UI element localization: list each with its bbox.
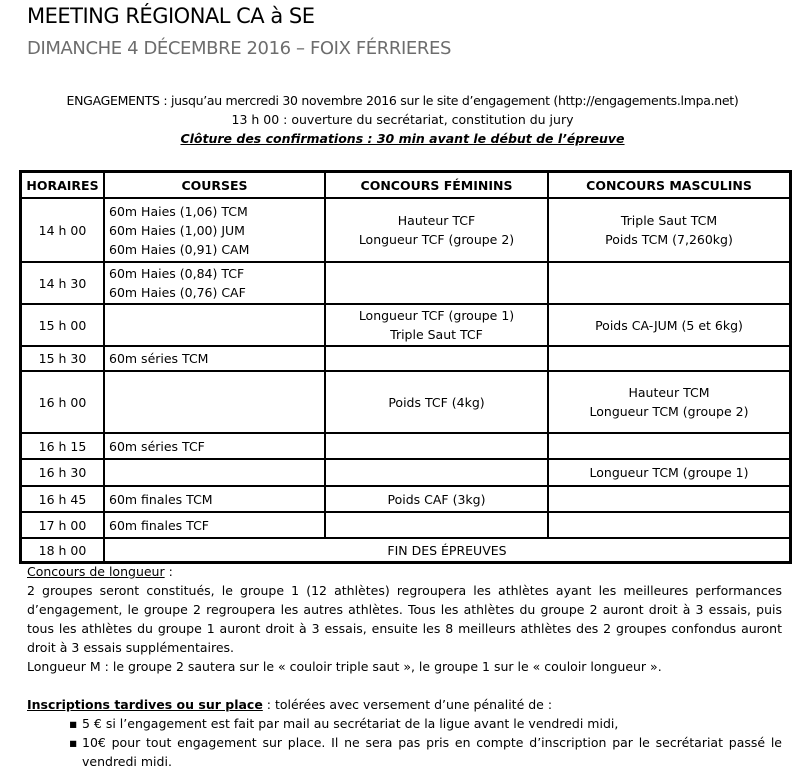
final-row <box>21 538 790 562</box>
table-row <box>21 433 790 459</box>
feminine-cell <box>325 304 548 346</box>
event-item: Poids CA-JUM (5 et 6kg) <box>595 317 743 333</box>
feminine-cell <box>325 512 548 538</box>
concours-paragraph: 2 groupes seront constitués, le groupe 1 (12 athlètes) regroupera les athlètes ayant les meilleures performances d’engagement, le groupe 2 regroupera les autres athlètes. Tous les athlètes du groupe 2 auront droit à 3 essais, puis tous les athlètes du groupe 1 auront droit à 3 essais, ensuite les 8 meilleurs athlètes des 2 groupes confondus auront droit à 3 essais supplémentaires. <box>27 583 782 655</box>
event-item: Poids TCM (7,260kg) <box>605 232 733 247</box>
masculine-cell <box>548 262 790 304</box>
table-row <box>21 304 790 346</box>
time-cell: 17 h 00 <box>21 512 104 538</box>
course-item: 60m finales TCF <box>109 517 209 533</box>
event-item: Hauteur TCF <box>397 213 476 228</box>
courses-cell <box>104 262 325 304</box>
courses-cell <box>104 304 325 346</box>
longueur-m-paragraph: Longueur M : le groupe 2 sautera sur le « couloir triple saut », le groupe 1 sur le « couloir longueur ». <box>27 659 662 674</box>
courses-cell <box>104 459 325 486</box>
inscriptions-heading <box>27 695 782 714</box>
table-row <box>21 371 790 433</box>
table-row <box>21 512 790 538</box>
penalty-text: 5 € si l’engagement est fait par mail au secrétariat de la ligue avant le vendredi midi, <box>82 716 619 731</box>
table-header-row <box>21 172 790 198</box>
masculine-cell <box>548 512 790 538</box>
event-item: Longueur TCM (groupe 2) <box>589 404 749 419</box>
course-item: 60m Haies (1,00) JUM <box>109 222 245 238</box>
feminine-cell <box>325 371 548 433</box>
course-item: 60m Haies (0,91) CAM <box>109 241 250 257</box>
courses-cell <box>104 371 325 433</box>
inscriptions-text: : tolérées avec versement d’une pénalité de : <box>262 697 553 712</box>
event-item: Triple Saut TCF <box>390 327 483 342</box>
feminine-cell <box>325 198 548 262</box>
penalty-list <box>27 714 782 771</box>
courses-cell <box>104 433 325 459</box>
time-cell: 14 h 00 <box>21 198 104 262</box>
courses-cell <box>104 486 325 512</box>
feminine-cell <box>325 459 548 486</box>
header-horaires: HORAIRES <box>21 172 104 198</box>
table-row <box>21 346 790 371</box>
time-cell: 15 h 00 <box>21 304 104 346</box>
time-cell: 14 h 30 <box>21 262 104 304</box>
list-item <box>27 714 782 733</box>
list-item <box>27 733 782 771</box>
time-cell: 15 h 30 <box>21 346 104 371</box>
table-row <box>21 198 790 262</box>
header-concours-feminins: CONCOURS FÉMININS <box>325 172 548 198</box>
inscriptions-title: Inscriptions tardives ou sur place <box>27 697 263 712</box>
page-title: MEETING RÉGIONAL CA à SE <box>27 4 315 28</box>
table-row <box>21 459 790 486</box>
feminine-cell <box>325 346 548 371</box>
event-item: Longueur TCM (groupe 1) <box>589 465 749 480</box>
masculine-cell <box>548 486 790 512</box>
masculine-cell <box>548 371 790 433</box>
event-item: Longueur TCF (groupe 2) <box>358 232 515 247</box>
course-item: 60m séries TCM <box>109 351 209 366</box>
concours-heading <box>27 562 782 581</box>
courses-cell <box>104 198 325 262</box>
course-item: 60m Haies (0,76) CAF <box>109 285 246 300</box>
feminine-cell <box>325 486 548 512</box>
time-cell: 16 h 30 <box>21 459 104 486</box>
secretariat-info: 13 h 00 : ouverture du secrétariat, constitution du jury <box>231 112 574 127</box>
header-courses: COURSES <box>104 172 325 198</box>
time-cell: 18 h 00 <box>21 538 104 562</box>
engagements-info: ENGAGEMENTS : jusqu’au mercredi 30 novembre 2016 sur le site d’engagement (http://engagements.lmpa.net) <box>66 93 739 108</box>
end-of-events-cell: FIN DES ÉPREUVES <box>104 538 790 562</box>
masculine-cell <box>548 198 790 262</box>
event-item: Poids TCF (4kg) <box>388 394 485 410</box>
table-row <box>21 486 790 512</box>
table-row <box>21 262 790 304</box>
course-item: 60m Haies (1,06) TCM <box>109 203 248 219</box>
notes-section <box>27 562 782 771</box>
time-cell: 16 h 15 <box>21 433 104 459</box>
feminine-cell <box>325 433 548 459</box>
time-cell: 16 h 45 <box>21 486 104 512</box>
header-concours-masculins: CONCOURS MASCULINS <box>548 172 790 198</box>
course-item: 60m séries TCF <box>109 438 205 454</box>
masculine-cell <box>548 346 790 371</box>
masculine-cell <box>548 433 790 459</box>
concours-title-suffix: : <box>164 564 173 579</box>
masculine-cell <box>548 459 790 486</box>
event-item: Longueur TCF (groupe 1) <box>358 308 515 323</box>
course-item: 60m Haies (0,84) TCF <box>109 266 245 281</box>
page-subtitle: DIMANCHE 4 DÉCEMBRE 2016 – FOIX FÉRRIERES <box>27 38 451 59</box>
penalty-text: 10€ pour tout engagement sur place. Il ne sera pas pris en compte d’inscription par le secrétariat passé le vendredi midi. <box>82 735 782 769</box>
closing-info: Clôture des confirmations : 30 min avant le début de l’épreuve <box>180 131 625 146</box>
feminine-cell <box>325 262 548 304</box>
courses-cell <box>104 346 325 371</box>
event-item: Triple Saut TCM <box>620 213 718 228</box>
course-item: 60m finales TCM <box>109 491 213 507</box>
event-item: Hauteur TCM <box>628 385 710 400</box>
concours-title: Concours de longueur <box>27 564 165 579</box>
event-item: Poids CAF (3kg) <box>387 491 486 507</box>
bullet-icon: ▪ <box>69 735 78 750</box>
spacer <box>27 676 782 695</box>
bullet-icon: ▪ <box>69 716 78 731</box>
schedule-table <box>19 170 792 564</box>
courses-cell <box>104 512 325 538</box>
time-cell: 16 h 00 <box>21 371 104 433</box>
masculine-cell <box>548 304 790 346</box>
